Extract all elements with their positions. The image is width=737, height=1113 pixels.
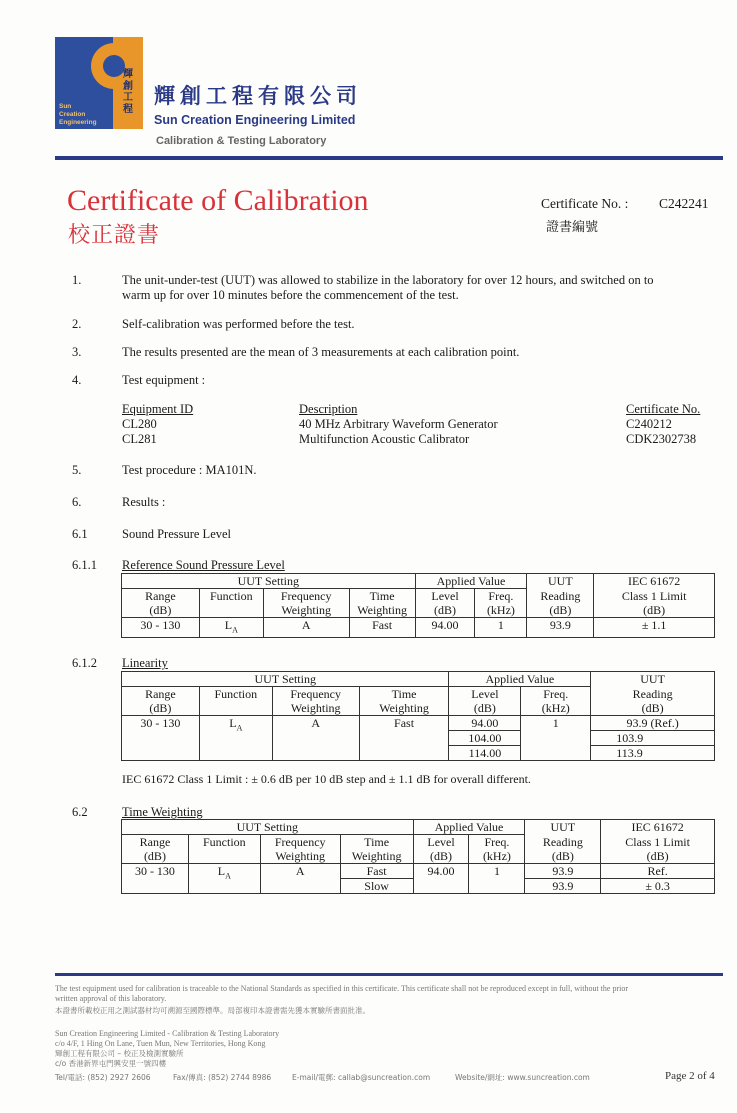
- column-header: Level (dB): [415, 589, 475, 618]
- footer-address: c/o 4/F, 1 Hing On Lane, Tuen Mun, New Territories, Hong Kong: [55, 1039, 266, 1048]
- group-header: UUT: [527, 574, 594, 589]
- company-name-english: Sun Creation Engineering Limited: [154, 113, 356, 127]
- cell-range: 30 - 130: [122, 864, 189, 894]
- column-header: Reading (dB): [525, 835, 601, 864]
- table-row: [122, 716, 715, 731]
- column-header: Frequency Weighting: [272, 687, 359, 716]
- certificate-number-value: C242241: [659, 196, 709, 211]
- footer-address-chinese: c/o 香港新界屯門興安里一號四樓: [55, 1059, 167, 1068]
- column-header: Class 1 Limit (dB): [594, 589, 715, 618]
- cell-reading: 113.9: [591, 746, 715, 761]
- cell-time-weighting: Fast: [359, 716, 449, 761]
- column-header: Range (dB): [122, 589, 200, 618]
- column-header: Function: [199, 687, 272, 716]
- equipment-header-description: Description: [299, 402, 358, 416]
- cell-level: 104.00: [449, 731, 521, 746]
- group-header: IEC 61672: [601, 820, 715, 835]
- footer-divider: [55, 973, 723, 976]
- cell-level: 114.00: [449, 746, 521, 761]
- footer-disclaimer: written approval of this laboratory.: [55, 994, 167, 1003]
- item-number: 6.1: [72, 527, 88, 541]
- item-text: Test procedure : MA101N.: [122, 463, 257, 477]
- cell-limit: Ref.: [601, 864, 715, 879]
- equipment-certificate: CDK2302738: [626, 432, 697, 446]
- group-header: UUT Setting: [122, 574, 416, 589]
- cell-range: 30 - 130: [122, 618, 200, 638]
- column-header: Reading (dB): [591, 687, 715, 716]
- item-number: 6.: [72, 495, 82, 509]
- certificate-title-chinese: 校正證書: [68, 223, 161, 248]
- cell-level: 94.00: [413, 864, 469, 894]
- equipment-id: CL281: [122, 432, 157, 446]
- group-header: UUT: [525, 820, 601, 835]
- cell-frequency-weighting: A: [260, 864, 340, 894]
- item-number: 3.: [72, 345, 82, 359]
- item-number: 1.: [72, 273, 82, 287]
- group-header: UUT Setting: [122, 672, 449, 687]
- cell-time-weighting: Slow: [340, 879, 413, 894]
- group-header: Applied Value: [413, 820, 525, 835]
- equipment-description: Multifunction Acoustic Calibrator: [299, 432, 470, 446]
- time-weighting-table: [121, 819, 715, 894]
- cell-range: 30 - 130: [122, 716, 200, 761]
- cell-level: 94.00: [415, 618, 475, 638]
- reference-spl-table: [121, 573, 715, 638]
- group-header: UUT Setting: [122, 820, 414, 835]
- column-header: Range (dB): [122, 835, 189, 864]
- footer-website: Website/網址: www.suncreation.com: [455, 1073, 590, 1082]
- cell-level: 94.00: [449, 716, 521, 731]
- cell-freq: 1: [469, 864, 525, 894]
- laboratory-name: Calibration & Testing Laboratory: [156, 135, 327, 147]
- column-header: Function: [188, 835, 260, 864]
- cell-reading: 93.9: [525, 864, 601, 879]
- section-number: 6.1.2: [72, 656, 97, 670]
- item-number: 5.: [72, 463, 82, 477]
- certificate-title: Certificate of Calibration: [67, 184, 369, 217]
- column-header: Time Weighting: [349, 589, 415, 618]
- footer-tel: Tel/電話: (852) 2927 2606: [55, 1073, 151, 1082]
- linearity-limit-note: IEC 61672 Class 1 Limit : ± 0.6 dB per 10 dB step and ± 1.1 dB for overall different.: [122, 772, 531, 786]
- table-row: [122, 618, 715, 638]
- cell-reading: 93.9 (Ref.): [591, 716, 715, 731]
- column-header: Level (dB): [413, 835, 469, 864]
- section-number: 6.1.1: [72, 558, 97, 572]
- equipment-description: 40 MHz Arbitrary Waveform Generator: [299, 417, 498, 431]
- certificate-number-label: Certificate No. :: [541, 196, 629, 211]
- footer-address-chinese: 輝創工程有限公司 – 校正及檢測實驗所: [55, 1049, 184, 1058]
- column-header: Frequency Weighting: [260, 835, 340, 864]
- group-header: UUT: [591, 672, 715, 687]
- linearity-table: [121, 671, 715, 761]
- table-row: [122, 864, 715, 879]
- section-number: 6.2: [72, 805, 88, 819]
- cell-function: $L_A$: [199, 618, 263, 638]
- cell-limit: ± 1.1: [594, 618, 715, 638]
- page-number: Page 2 of 4: [665, 1070, 715, 1082]
- company-name-chinese: 輝創工程有限公司: [154, 84, 362, 108]
- item-text: The results presented are the mean of 3 measurements at each calibration point.: [122, 345, 520, 359]
- item-text: Sound Pressure Level: [122, 527, 232, 541]
- column-header: Time Weighting: [340, 835, 413, 864]
- equipment-header-id: Equipment ID: [122, 402, 194, 416]
- column-header: Class 1 Limit (dB): [601, 835, 715, 864]
- item-text: Results :: [122, 495, 166, 509]
- cell-limit: ± 0.3: [601, 879, 715, 894]
- cell-time-weighting: Fast: [340, 864, 413, 879]
- item-text: The unit-under-test (UUT) was allowed to stabilize in the laboratory for over 12 hours, and switched on to: [122, 273, 654, 287]
- section-title: Linearity: [122, 656, 168, 670]
- section-title: Time Weighting: [122, 805, 203, 819]
- item-number: 4.: [72, 373, 82, 387]
- header-divider: [55, 156, 723, 160]
- cell-freq: 1: [475, 618, 527, 638]
- cell-reading: 103.9: [591, 731, 715, 746]
- footer-disclaimer: The test equipment used for calibration is traceable to the National Standards as specified in this certificate. This certificate shall not be reproduced except in full, without the prior: [55, 984, 628, 993]
- column-header: Freq. (kHz): [469, 835, 525, 864]
- equipment-header-certificate: Certificate No.: [626, 402, 701, 416]
- column-header: Freq. (kHz): [475, 589, 527, 618]
- column-header: Frequency Weighting: [263, 589, 349, 618]
- footer-disclaimer-chinese: 本證書所載校正用之測試器材均可溯源至國際標準。局部複印本證書需先獲本實驗所書面批准。: [55, 1006, 370, 1015]
- column-header: Reading (dB): [527, 589, 594, 618]
- footer-email: E-mail/電郵: callab@suncreation.com: [292, 1073, 431, 1082]
- item-text: Test equipment :: [122, 373, 206, 387]
- cell-function: $L_A$: [199, 716, 272, 761]
- footer-address: Sun Creation Engineering Limited - Calibration & Testing Laboratory: [55, 1029, 280, 1038]
- cell-frequency-weighting: A: [263, 618, 349, 638]
- column-header: Function: [199, 589, 263, 618]
- item-text: Self-calibration was performed before the test.: [122, 317, 355, 331]
- logo-english-text: Sun Creation Engineering: [59, 103, 97, 126]
- cell-freq: 1: [521, 716, 591, 761]
- logo-chinese-chars: 輝 創 工 程: [123, 69, 133, 115]
- company-logo: [55, 37, 143, 129]
- cell-frequency-weighting: A: [272, 716, 359, 761]
- group-header: IEC 61672: [594, 574, 715, 589]
- footer-fax: Fax/傳真: (852) 2744 8986: [173, 1073, 272, 1082]
- certificate-number-label-chinese: 證書編號: [546, 220, 599, 235]
- cell-reading: 93.9: [525, 879, 601, 894]
- section-title: Reference Sound Pressure Level: [122, 558, 285, 572]
- column-header: Time Weighting: [359, 687, 449, 716]
- column-header: Range (dB): [122, 687, 200, 716]
- column-header: Level (dB): [449, 687, 521, 716]
- group-header: Applied Value: [415, 574, 527, 589]
- equipment-certificate: C240212: [626, 417, 672, 431]
- cell-reading: 93.9: [527, 618, 594, 638]
- group-header: Applied Value: [449, 672, 591, 687]
- cell-time-weighting: Fast: [349, 618, 415, 638]
- column-header: Freq. (kHz): [521, 687, 591, 716]
- equipment-id: CL280: [122, 417, 157, 431]
- item-number: 2.: [72, 317, 82, 331]
- item-text: warm up for over 10 minutes before the commencement of the test.: [122, 288, 459, 302]
- cell-function: $L_A$: [188, 864, 260, 894]
